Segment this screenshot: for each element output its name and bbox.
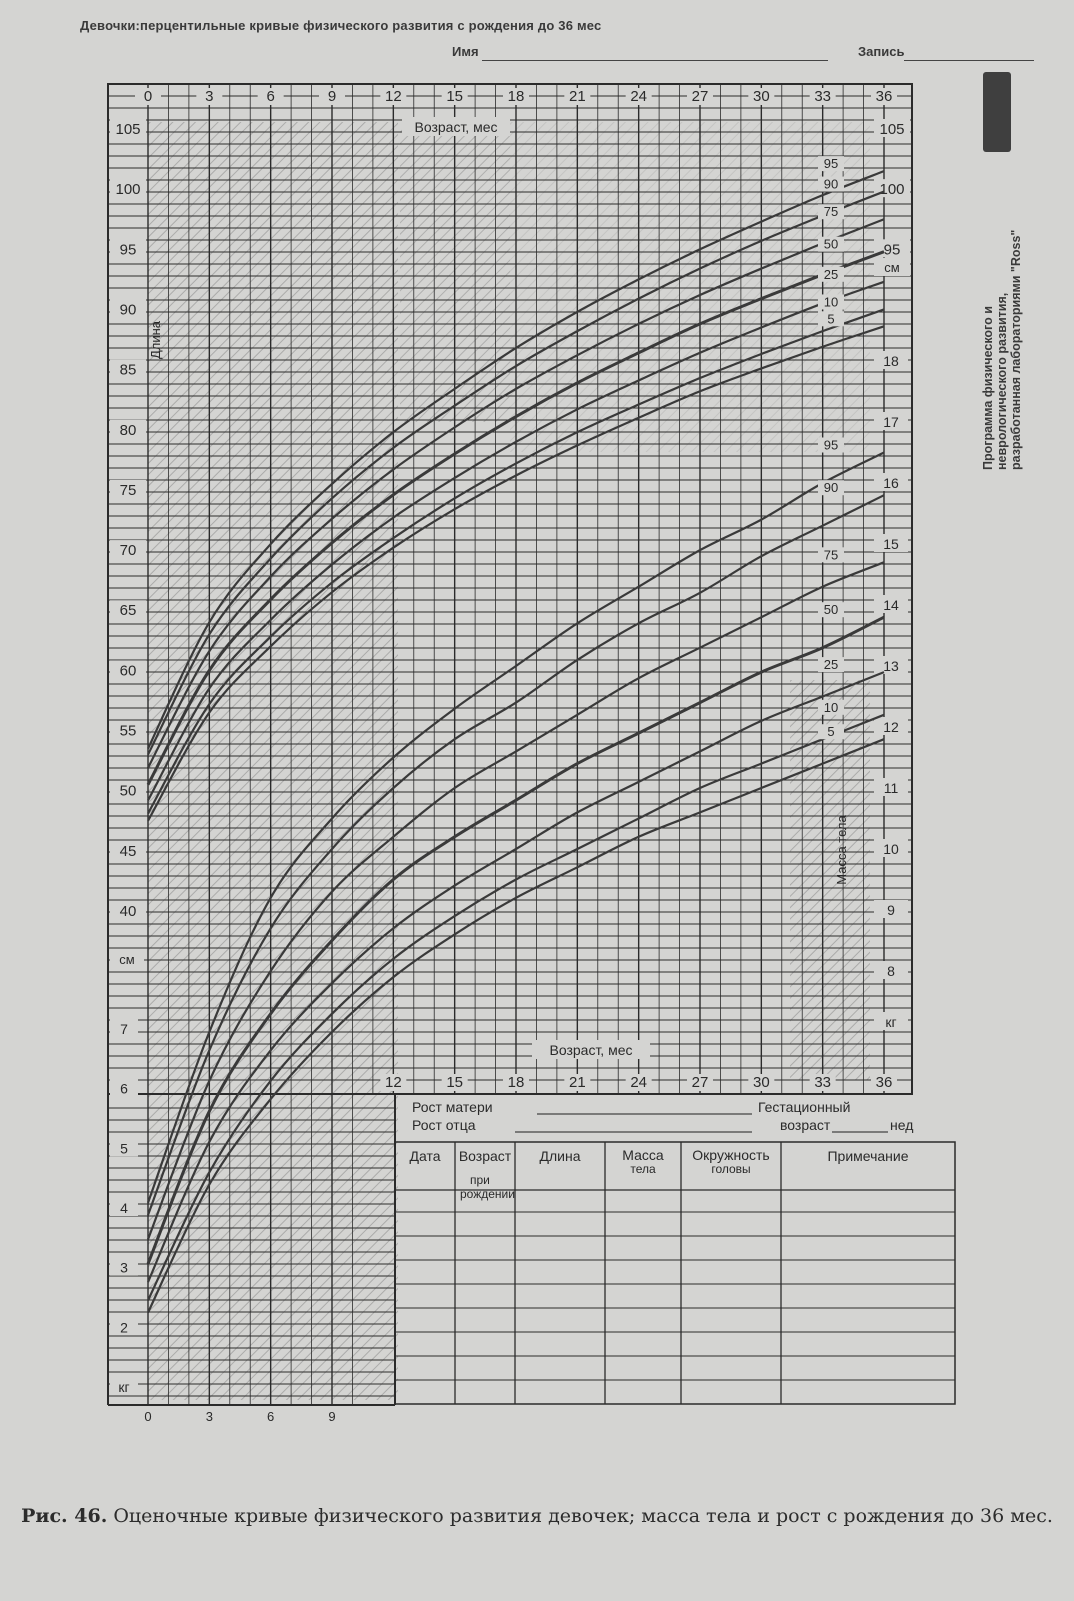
gestational-label: Гестационный: [758, 1099, 851, 1115]
weight-tick-left: 5: [120, 1140, 128, 1157]
weight-percentile-label: 25: [823, 657, 839, 673]
side-note: Программа физического и неврологического развития, разработанная лабораториями "Ross": [981, 229, 1023, 470]
length-percentile-label: 75: [823, 204, 839, 220]
weight-tick-right: 13: [883, 658, 899, 674]
name-label: Имя: [452, 44, 479, 59]
x-tick-top: 3: [205, 88, 214, 105]
x-tick-bottom: 30: [752, 1074, 770, 1091]
weight-tick-right: 9: [887, 902, 895, 918]
x-tick-top: 36: [875, 88, 893, 105]
x-tick-base: 0: [144, 1409, 152, 1424]
weight-percentile-label: 50: [823, 602, 839, 618]
figure-number: Рис. 46.: [21, 1505, 108, 1527]
length-percentile-label: 95: [823, 156, 839, 172]
length-tick-left: 85: [119, 361, 137, 379]
at-birth-label-2: рождении: [460, 1187, 515, 1201]
record-label: Запись: [858, 44, 905, 59]
length-tick-left: 65: [119, 602, 137, 620]
length-percentile-label: 5: [827, 311, 835, 327]
col-head-circ-sub: головы: [711, 1162, 751, 1176]
col-weight-sub: тела: [630, 1162, 656, 1176]
weight-tick-left: кг: [118, 1379, 130, 1395]
x-tick-base: 9: [328, 1409, 336, 1424]
x-tick-bottom: 18: [507, 1074, 525, 1091]
x-tick-bottom: 24: [630, 1074, 648, 1091]
length-tick-left: 55: [119, 722, 137, 740]
weight-tick-left: 6: [120, 1080, 128, 1097]
weight-tick-right: 17: [883, 414, 899, 430]
length-tick-right: 105: [879, 121, 905, 138]
figure-caption: [0, 1502, 1074, 1530]
length-percentile-label: 50: [823, 236, 839, 252]
weight-tick-left: 7: [120, 1021, 128, 1037]
x-tick-base: 3: [205, 1409, 213, 1424]
weight-tick-right: 16: [883, 475, 899, 491]
weight-tick-left: 3: [120, 1259, 128, 1276]
length-tick-left: 45: [119, 842, 137, 860]
x-tick-top: 21: [568, 88, 586, 105]
x-tick-top: 33: [814, 88, 832, 105]
length-tick-left: 70: [119, 542, 137, 560]
x-axis-label-bottom: Возраст, мес: [549, 1042, 633, 1058]
chart-title: Девочки:перцентильные кривые физического развития с рождения до 36 мес: [80, 18, 602, 33]
x-tick-top: 0: [143, 88, 153, 105]
gestational-age-word: возраст: [780, 1117, 831, 1133]
x-tick-top: 24: [630, 88, 648, 105]
at-birth-label: при: [470, 1173, 490, 1187]
length-percentile-label: 25: [823, 266, 839, 282]
weight-tick-right: 12: [883, 719, 899, 735]
x-tick-top: 18: [507, 88, 525, 105]
weight-percentile-label: 90: [823, 480, 839, 496]
weight-tick-right: 18: [883, 353, 899, 369]
length-percentile-label: 10: [823, 294, 839, 310]
weight-tick-right: 8: [887, 963, 895, 979]
weight-percentile-label: 75: [823, 547, 839, 563]
weight-percentile-label: 10: [823, 699, 839, 715]
weight-tick-left: 2: [120, 1319, 128, 1336]
weight-tick-right: 14: [883, 597, 899, 613]
length-unit-right: см: [884, 260, 900, 275]
x-tick-bottom: 21: [568, 1074, 586, 1091]
hatch-region-infant: [148, 122, 398, 1400]
hatch-region-top-right: [510, 122, 870, 452]
x-axis-label-top: Возраст, мес: [414, 119, 498, 135]
weight-percentile-label: 5: [827, 724, 835, 740]
x-tick-top: 6: [266, 88, 275, 105]
x-tick-top: 30: [752, 88, 770, 105]
length-axis-label: Длина: [148, 320, 163, 360]
length-tick-left: 90: [119, 301, 137, 319]
x-tick-bottom: 15: [446, 1074, 464, 1091]
length-tick-left: 100: [115, 181, 141, 199]
length-tick-left: 95: [119, 241, 137, 259]
col-date: Дата: [409, 1148, 441, 1164]
x-tick-top: 15: [446, 88, 464, 105]
weeks-label: нед: [890, 1117, 914, 1133]
length-unit-left: см: [119, 952, 135, 967]
length-tick-right: 100: [879, 181, 905, 199]
figure-caption-text: Оценочные кривые физического развития девочек; масса тела и рост с рождения до 36 мес.: [113, 1505, 1053, 1527]
weight-tick-right: 10: [883, 841, 899, 857]
length-tick-left: 50: [119, 782, 137, 800]
x-tick-top: 9: [327, 88, 337, 105]
col-note: Примечание: [827, 1148, 909, 1164]
length-tick-right: 95: [883, 241, 901, 259]
x-tick-top: 12: [384, 88, 402, 105]
col-length: Длина: [539, 1148, 581, 1164]
length-tick-left: 75: [119, 481, 137, 499]
col-head-circ: Окружность: [692, 1147, 770, 1163]
mother-height-label: Рост матери: [412, 1099, 493, 1115]
col-weight: Масса: [622, 1147, 664, 1163]
x-tick-bottom: 27: [691, 1074, 709, 1091]
weight-percentile-label: 95: [823, 437, 839, 453]
x-tick-bottom: 36: [875, 1074, 893, 1091]
x-tick-base: 6: [267, 1409, 275, 1424]
col-age: Возраст: [458, 1148, 512, 1164]
weight-axis-label: Масса тела: [834, 815, 849, 885]
length-tick-left: 80: [119, 421, 137, 439]
length-percentile-label: 90: [823, 176, 839, 192]
length-tick-left: 105: [115, 121, 141, 138]
weight-tick-left: 4: [120, 1200, 128, 1216]
x-tick-bottom: 33: [814, 1074, 832, 1091]
weight-tick-right: кг: [885, 1014, 897, 1030]
x-tick-bottom: 12: [384, 1074, 402, 1091]
weight-tick-right: 15: [883, 536, 899, 552]
length-tick-left: 40: [119, 903, 137, 920]
length-tick-left: 60: [119, 662, 137, 680]
weight-tick-right: 11: [883, 780, 899, 796]
father-height-label: Рост отца: [412, 1117, 476, 1133]
x-tick-top: 27: [691, 88, 709, 105]
